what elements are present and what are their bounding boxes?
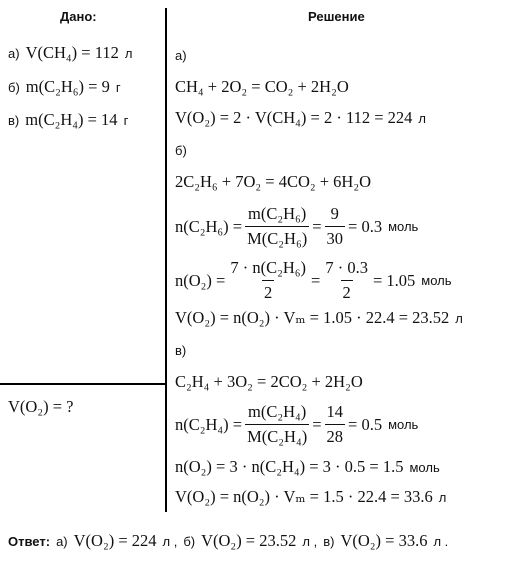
given-header: Дано: [60,9,97,24]
unit-label: л [438,489,447,505]
part-a-calc-expr: V(O₂) = 2 · V(CH₄) = 2 · 112 = 224 [175,108,413,127]
part-a-calc [175,108,426,128]
equation-result: = 0.3 [348,216,383,236]
answer-item-unit: л , [302,533,318,549]
part-b-moles-equation [175,204,418,249]
fraction-denominator: M(C₂H₆) [245,226,309,249]
given-item-expr: V(CH₄) = 112 [25,43,119,62]
equals-sign: = [311,270,321,290]
solution-header: Решение [308,9,365,24]
unit-label: моль [421,273,452,288]
part-a-label: а) [175,48,187,63]
part-a-calc-unit: л [418,110,426,126]
find-expression: V(O₂) = ? [8,397,74,416]
answer-item-expr: V(O₂) = 33.6 [340,531,428,550]
fraction-numerator: 9 [330,204,339,223]
fraction [325,204,346,249]
fraction-numerator: m(C₂H₄) [248,402,307,421]
part-c-oxygen-moles-calc [175,457,440,477]
fraction-numerator: m(C₂H₆) [248,204,307,223]
equation-lhs: n(O₂) = [175,270,226,290]
equation-lhs: n(C₂H₄) = [175,414,243,434]
given-find-divider [0,383,166,385]
given-item-expr: m(C₂H₄) = 14 [25,110,118,129]
volume-calc-expr: V(O₂) = n(O₂) · Vₘ = 1.05 · 22.4 = 23.52 [175,308,450,327]
fraction-denominator: 2 [341,280,353,303]
given-item-label: б) [8,79,20,95]
answer-item-expr: V(O₂) = 23.52 [201,531,297,550]
equals-sign: = [312,216,322,236]
answer-line [8,531,448,551]
given-item-b [8,77,121,97]
answer-item-label: а) [56,533,68,549]
part-b-volume-calc [175,308,463,328]
answer-item-label: б) [183,533,196,549]
volume-calc-expr: V(O₂) = n(O₂) · Vₘ = 1.5 · 22.4 = 33.6 [175,487,433,506]
part-b-oxygen-moles-equation [175,258,452,303]
fraction-denominator: 28 [325,424,346,447]
fraction-denominator: 30 [325,226,346,249]
fraction [228,258,308,303]
part-c-label: в) [175,343,187,358]
part-b-label: б) [175,143,187,158]
equation-result: = 0.5 [348,414,383,434]
fraction [245,402,309,447]
column-divider [165,8,167,512]
fraction [323,258,370,303]
given-item-unit: л [124,45,133,61]
unit-label: моль [388,417,419,432]
given-item-expr: m(C₂H₆) = 9 [25,77,110,96]
fraction [325,402,346,447]
fraction-numerator: 7 · n(C₂H₆) [230,258,307,277]
answer-item-unit: л , [162,533,178,549]
equals-sign: = [312,414,322,434]
unit-label: л [455,310,463,326]
given-item-c [8,110,128,130]
given-item-unit: г [123,112,129,128]
part-c-moles-equation [175,402,418,447]
fraction [245,204,309,249]
given-item-label: в) [8,112,20,128]
given-item-label: а) [8,45,20,61]
answer-item-unit: л . [433,533,449,549]
equation-result: = 1.05 [372,270,416,290]
given-item-a [8,43,132,63]
part-b-reaction: 2C₂H₆ + 7O₂ = 4CO₂ + 6H₂O [175,172,372,191]
part-a-reaction: CH₄ + 2O₂ = CO₂ + 2H₂O [175,77,349,96]
fraction-numerator: 7 · 0.3 [325,258,368,277]
part-c-volume-calc [175,487,446,507]
unit-label: моль [409,459,440,475]
fraction-denominator: 2 [262,280,274,303]
answer-label: Ответ: [8,533,51,549]
answer-item-expr: V(O₂) = 224 [73,531,157,550]
part-c-reaction: C₂H₄ + 3O₂ = 2CO₂ + 2H₂O [175,372,363,391]
fraction-denominator: M(C₂H₄) [245,424,309,447]
equation-lhs: n(C₂H₆) = [175,216,243,236]
fraction-numerator: 14 [326,402,344,421]
answer-item-label: в) [323,533,335,549]
unit-label: моль [388,219,419,234]
oxygen-moles-expr: n(O₂) = 3 · n(C₂H₄) = 3 · 0.5 = 1.5 [175,457,404,476]
given-item-unit: г [115,79,121,95]
